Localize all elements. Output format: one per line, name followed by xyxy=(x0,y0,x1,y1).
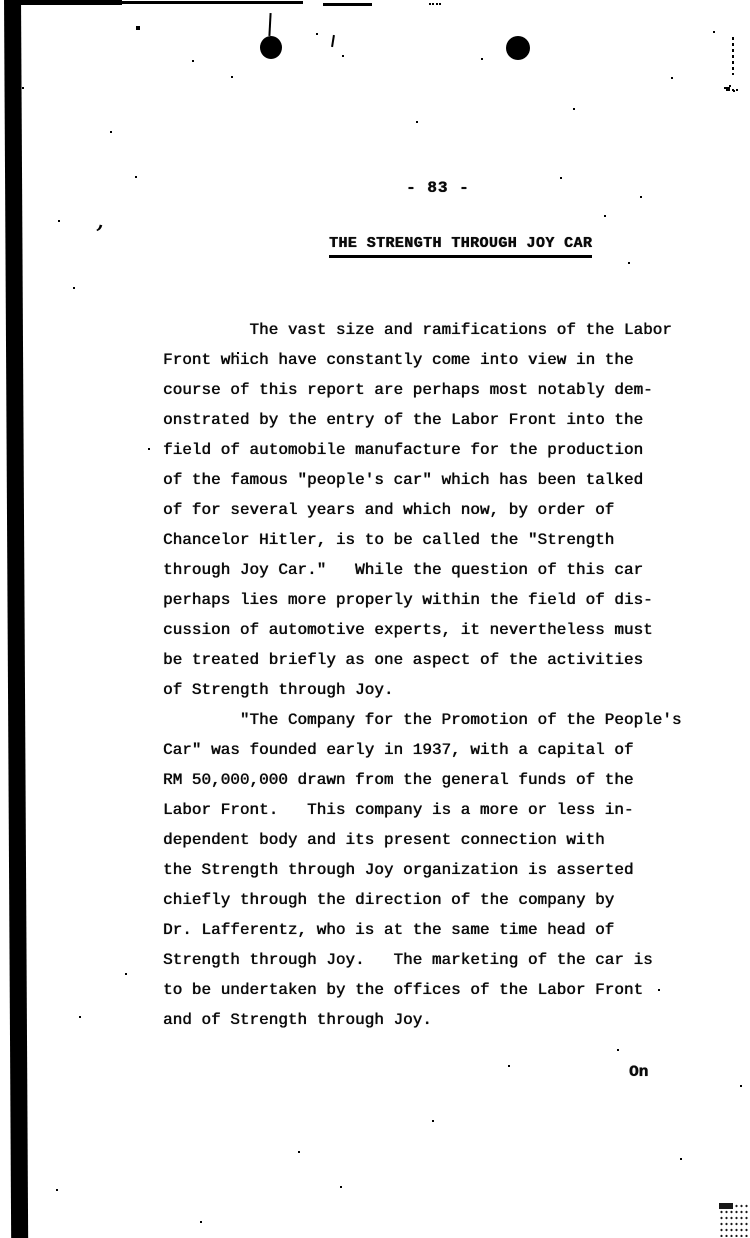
scan-speckles xyxy=(0,0,2,2)
text-line: Labor Front. This company is a more or less in- xyxy=(163,801,634,819)
text-line: Dr. Lafferentz, who is at the same time head of xyxy=(163,921,615,939)
scan-top-dots xyxy=(429,3,441,5)
text-line: the Strength through Joy organization is asserted xyxy=(163,861,634,879)
hole-punch-icon xyxy=(260,36,282,59)
hole-punch-icon xyxy=(506,36,530,60)
text-line: dependent body and its present connection with xyxy=(163,831,605,849)
text-line: RM 50,000,000 drawn from the general funds of the xyxy=(163,771,634,789)
text-line: be treated briefly as one aspect of the activities xyxy=(163,651,644,669)
scan-smudge xyxy=(724,87,726,89)
scan-noise-patch xyxy=(719,1203,749,1237)
scan-hairline xyxy=(331,35,335,47)
text-line: Car" was founded early in 1937, with a capital of xyxy=(163,741,634,759)
pen-mark: ʼ xyxy=(88,218,105,253)
text-line: cussion of automotive experts, it nevertheless must xyxy=(163,621,653,639)
catchword: On xyxy=(629,1063,649,1081)
text-line: Chancelor Hitler, is to be called the "Strength xyxy=(163,531,615,549)
text-line: chiefly through the direction of the company by xyxy=(163,891,615,909)
page-number: - 83 - xyxy=(406,179,470,197)
scan-top-line xyxy=(18,0,122,5)
text-line: perhaps lies more properly within the field of dis- xyxy=(163,591,653,609)
scan-top-line-dash xyxy=(323,3,372,6)
scan-top-line xyxy=(118,1,303,4)
text-line: Strength through Joy. The marketing of the car is xyxy=(163,951,653,969)
text-line: of the famous "people's car" which has been talked xyxy=(163,471,644,489)
text-line: Front which have constantly come into view in the xyxy=(163,351,634,369)
text-line: field of automobile manufacture for the production xyxy=(163,441,644,459)
text-line: "The Company for the Promotion of the People's xyxy=(163,711,682,729)
text-line: of Strength through Joy. xyxy=(163,681,394,699)
text-line: through Joy Car." While the question of this car xyxy=(163,561,644,579)
page-title: THE STRENGTH THROUGH JOY CAR xyxy=(329,235,592,258)
document-body xyxy=(163,315,682,1035)
scan-margin-dashes xyxy=(732,37,734,75)
text-line: and of Strength through Joy. xyxy=(163,1011,432,1029)
text-line: of for several years and which now, by order of xyxy=(163,501,615,519)
text-line: course of this report are perhaps most notably dem- xyxy=(163,381,653,399)
scan-hairline xyxy=(268,13,271,36)
text-line: The vast size and ramifications of the Labor xyxy=(163,321,672,339)
scan-edge-bar xyxy=(4,0,28,1238)
text-line: onstrated by the entry of the Labor Front into the xyxy=(163,411,644,429)
text-line: to be undertaken by the offices of the Labor Front xyxy=(163,981,644,999)
